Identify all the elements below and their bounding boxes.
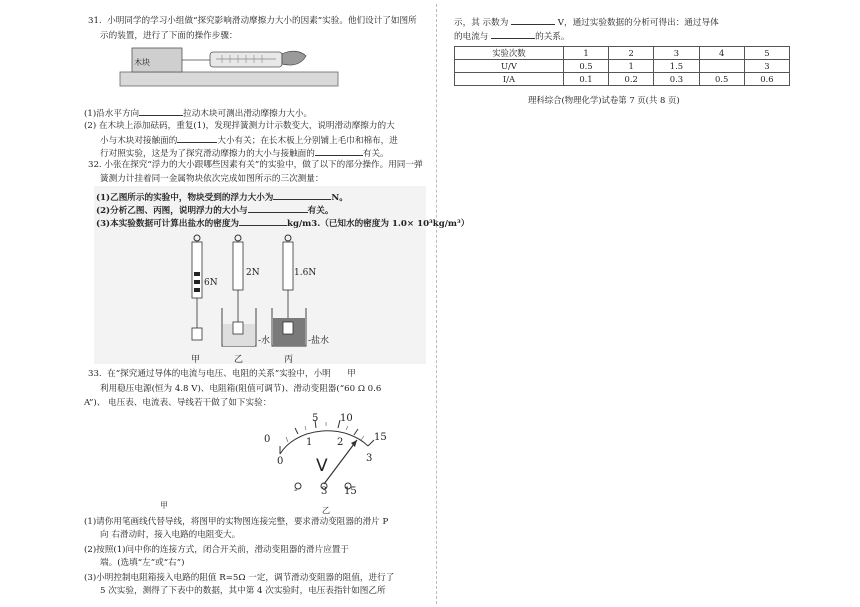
table-cell: 0.5 [699, 73, 744, 86]
table-cell: 3 [744, 60, 789, 73]
q31-part2-line1: (2) 在木块上添加砝码，重复(1)，发现拌簧测力计示数变大，说明滑动摩擦力的大 [84, 121, 395, 131]
figure-label-yi: 乙 [234, 355, 244, 365]
tick-bottom-3: 3 [366, 453, 373, 464]
q33-part3-line1: (3)小明控制电阻箱接入电路的阻值 R=5Ω 一定，调节滑动变阻器的阻值，进行了 [84, 573, 395, 583]
tick-bottom-0: 0 [277, 456, 284, 467]
answer-blank[interactable] [139, 106, 183, 116]
q32-b3: (3)本实验数据可计算出盐水的密度为 kg/m3.（已知水的密度为 1.0× 10³kg/m³） [96, 216, 469, 230]
tick-bottom-1: 1 [306, 437, 313, 448]
q31-part2-line2: 小与木块对接触面的 大小有关；在长木板上分别铺上毛巾和棉布，进 [100, 133, 398, 147]
terminal-label-3: 3 [321, 486, 328, 497]
terminal-label-negative: - [294, 485, 298, 496]
table-cell: 0.3 [654, 73, 699, 86]
long-board [120, 72, 338, 86]
q33-part3-line2: 5 次实验，测得了下表中的数据，其中第 4 次实验时，电压表指针如图乙所 [100, 586, 386, 596]
right-line2: 的电流与 的关系。 [454, 29, 570, 43]
q33-part2-line2: 端。(选填“左”或“右”) [100, 558, 185, 568]
right-line1: 示，其 示数为 V，通过实验数据的分析可得出：通过导体 [454, 15, 719, 29]
tick-top-5: 5 [312, 413, 319, 424]
answer-blank[interactable] [177, 133, 217, 143]
scale-yi [233, 242, 243, 290]
tick-bottom-2: 2 [337, 437, 344, 448]
terminal-label-15: 15 [344, 486, 357, 497]
friction-setup-figure [118, 44, 342, 94]
table-row [455, 73, 790, 86]
reading-bing: 1.6N [294, 268, 317, 278]
table-header: 4 [699, 47, 744, 60]
q33-line2: 利用稳压电源(恒为 4.8 V)、电阻箱(阻值可调节)、滑动变阻器(“60 Ω 0.6 [100, 384, 382, 394]
tick-top-15: 15 [374, 432, 387, 443]
q31-part1: (1)沿水平方向 拉动木块可测出滑动摩擦力大小。 [84, 106, 312, 120]
answer-blank[interactable] [248, 203, 308, 213]
q33-line1: 33. 在“探究通过导体的电流与电压、电阻的关系”实验中，小明 甲 [88, 369, 356, 379]
q33-part1-line2: 向 右滑动时，接入电路的电阻变大。 [100, 530, 241, 540]
table-header: 1 [563, 47, 608, 60]
q32-b2: (2)分析乙图、丙图，说明浮力的大小与 有关。 [96, 203, 333, 217]
answer-blank[interactable] [273, 190, 331, 200]
label-water: -水 [258, 336, 271, 346]
figure-label-jia-q33: 甲 [160, 501, 168, 510]
table-header: 2 [609, 47, 654, 60]
block-label: 木块 [134, 58, 150, 67]
scale-bing [283, 242, 293, 290]
data-table [454, 46, 790, 86]
answer-blank[interactable] [315, 146, 363, 156]
table-cell: 1 [609, 60, 654, 73]
label-salt-water: -盐水 [308, 336, 330, 346]
answer-blank[interactable] [511, 15, 555, 25]
table-cell: 0.2 [609, 73, 654, 86]
page-footer: 理科综合(物理化学)试卷第 7 页(共 8 页) [528, 95, 680, 105]
table-cell: U/V [455, 60, 564, 73]
tick-top-10: 10 [340, 413, 353, 424]
q33-line3: A”)、 电压表、电流表、导线若干做了如下实验： [84, 398, 272, 408]
hand-icon [282, 51, 306, 65]
table-cell-blank[interactable] [699, 60, 744, 73]
figure-label-bing: 丙 [284, 355, 294, 365]
reading-yi: 2N [246, 268, 260, 278]
table-header: 5 [744, 47, 789, 60]
q32-line2: 簧测力计挂着同一金属物块依次完成如图所示的三次测量： [100, 174, 324, 184]
table-cell: 0.1 [563, 73, 608, 86]
column-divider [436, 4, 437, 604]
reading-jia: 6N [204, 278, 218, 288]
metal-block [192, 328, 202, 340]
table-header-row [455, 47, 790, 60]
table-cell: 0.5 [563, 60, 608, 73]
table-header: 3 [654, 47, 699, 60]
table-cell: 1.5 [654, 60, 699, 73]
q33-part2-line1: (2)按照(1)问中你的连接方式，闭合开关前，滑动变阻器的滑片应置于 [84, 545, 349, 555]
table-cell: 0.6 [744, 73, 789, 86]
table-header: 实验次数 [455, 47, 564, 60]
q31-line2: 示的装置，进行了下面的操作步骤： [100, 31, 238, 41]
tick-top-0: 0 [264, 434, 271, 445]
q31-part2-line3: 行对照实验，这是为了探究滑动摩擦力的大小与接触面的 有关。 [100, 146, 389, 160]
table-row [455, 60, 790, 73]
voltmeter-figure [258, 406, 398, 498]
answer-blank[interactable] [491, 29, 535, 39]
meter-unit-label: V [316, 456, 328, 476]
q31-line1: 31. 小明同学的学习小组做“探究影响滑动摩擦力大小的因素”实验。他们设计了如图所 [88, 16, 417, 26]
q32-b1: (1)乙图所示的实验中，物块受到的浮力大小为 N。 [96, 190, 348, 204]
answer-blank[interactable] [239, 216, 287, 226]
figure-label-yi-q33: 乙 [322, 506, 330, 515]
q32-line1: 32. 小张在探究“浮力的大小跟哪些因素有关”的实验中，做了以下的部分操作。用同一弹 [88, 160, 423, 170]
figure-label-jia: 甲 [191, 355, 201, 365]
table-cell: I/A [455, 73, 564, 86]
q33-part1-line1: (1)请你用笔画线代替导线，将图甲的实物图连接完整，要求滑动变阻器的滑片 P [84, 517, 389, 527]
